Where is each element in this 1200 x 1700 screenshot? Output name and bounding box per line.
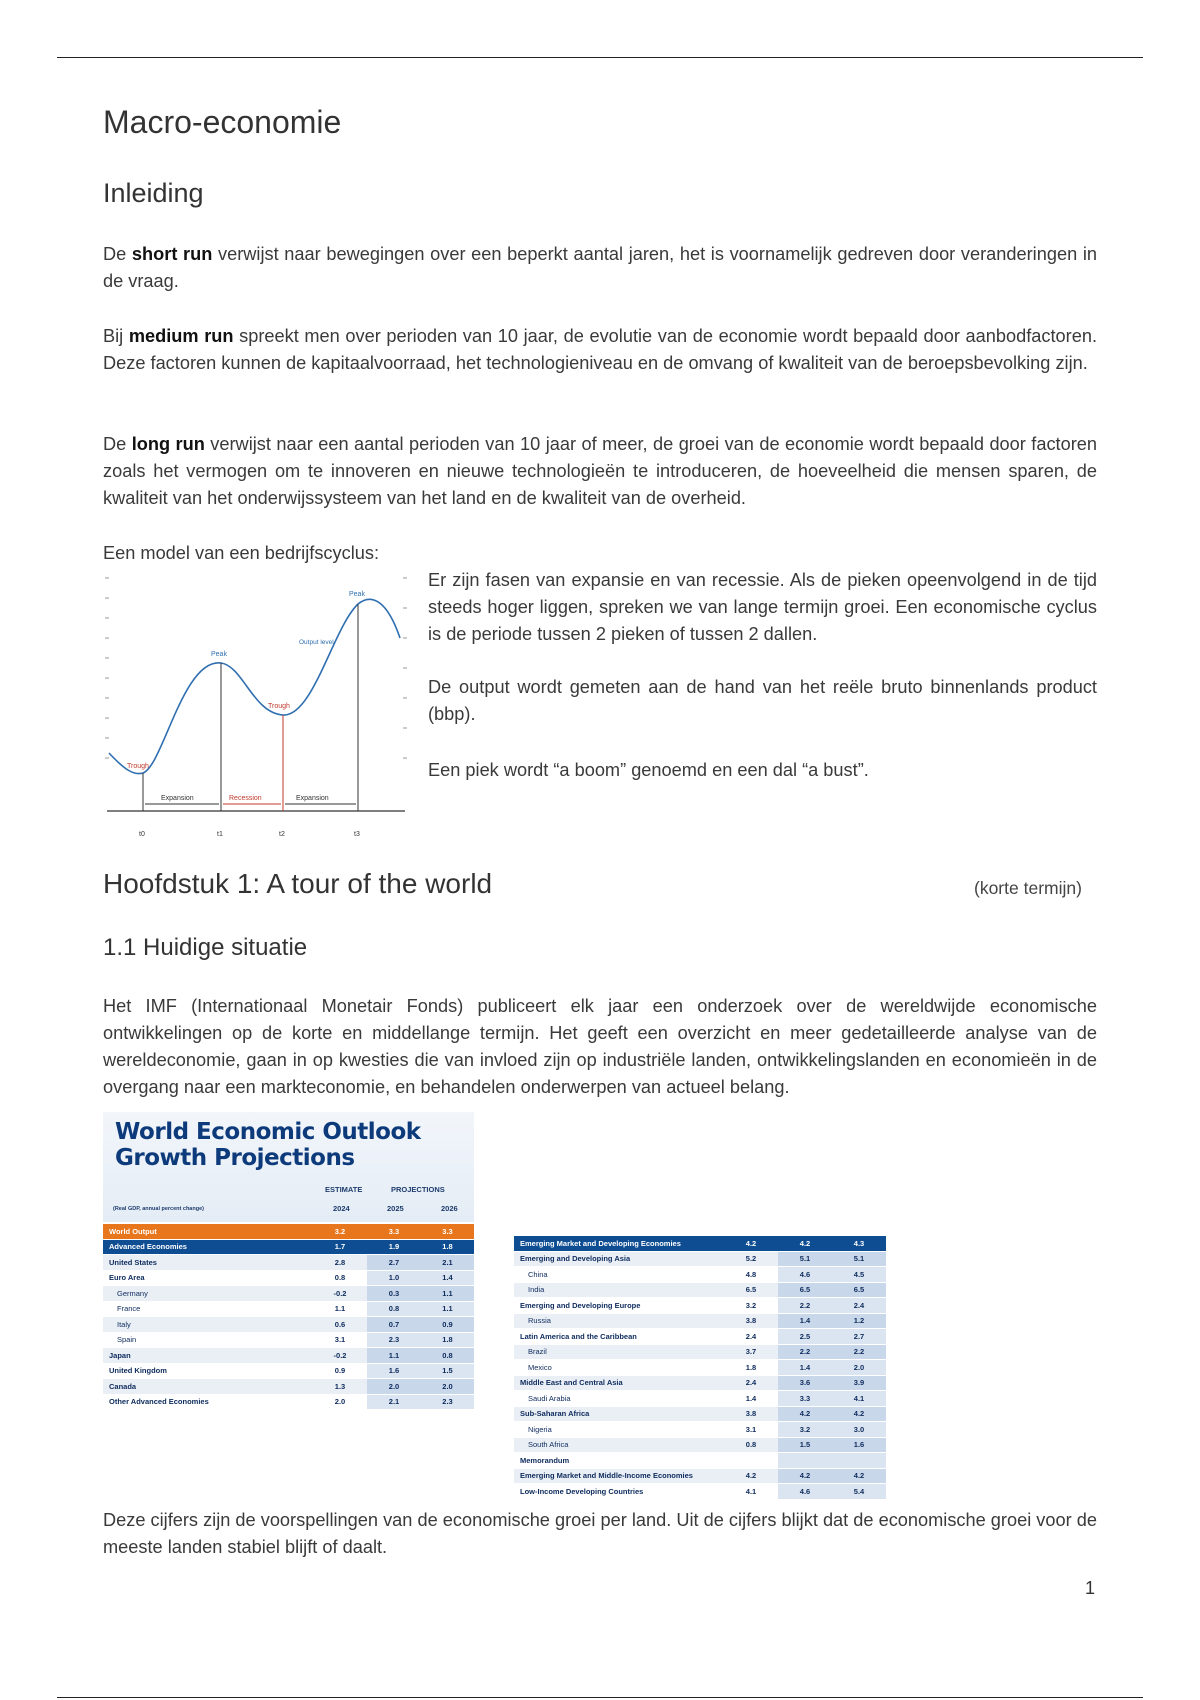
growth-value-2025: 2.3 xyxy=(367,1332,421,1348)
country-name: United Kingdom xyxy=(103,1363,313,1379)
growth-value-2026: 3.3 xyxy=(421,1224,474,1239)
growth-value-2024: 4.1 xyxy=(724,1484,778,1500)
recession-label: Recession xyxy=(229,795,262,802)
short-run-paragraph: De short run verwijst naar bewegingen over een beperkt aantal jaren, het is voornamelijk gedreven door veranderingen in de vraag. xyxy=(103,244,1097,291)
table-row xyxy=(103,1363,474,1379)
growth-value-2024: 1.3 xyxy=(313,1379,367,1395)
table-row xyxy=(103,1332,474,1348)
country-name: Russia xyxy=(514,1313,724,1329)
growth-value-2026: 4.3 xyxy=(832,1236,886,1251)
growth-value-2026: 5.1 xyxy=(832,1251,886,1267)
country-name: Brazil xyxy=(514,1344,724,1360)
long-run-paragraph: De long run verwijst naar een aantal perioden van 10 jaar of meer, de groei van de economie wordt bepaald door factoren zoals het vermogen om te innoveren en nieuwe technologieën te introduceren, de hoeveelheid die mensen sparen, de kwaliteit van het onderwijssysteem van het land en de kwaliteit van de overheid. xyxy=(103,434,1098,508)
trough2-label: Trough xyxy=(268,703,290,710)
growth-value-2026: 2.7 xyxy=(832,1329,886,1345)
output-level-label: Output level xyxy=(299,639,334,646)
growth-value-2026: 1.1 xyxy=(421,1301,474,1317)
country-name: Sub-Saharan Africa xyxy=(514,1406,724,1422)
growth-value-2025: 0.8 xyxy=(367,1301,421,1317)
country-name: Memorandum xyxy=(514,1453,724,1469)
growth-value-2026: 1.8 xyxy=(421,1239,474,1255)
table-row xyxy=(103,1239,474,1255)
growth-value-2024: 3.2 xyxy=(724,1298,778,1314)
trough1-label: Trough xyxy=(127,763,149,770)
growth-value-2024: 3.1 xyxy=(724,1422,778,1438)
growth-value-2026: 4.5 xyxy=(832,1267,886,1283)
weo-right-table xyxy=(514,1236,886,1500)
table-row xyxy=(514,1344,886,1360)
growth-value-2026: 1.1 xyxy=(421,1286,474,1302)
growth-value-2025: 2.0 xyxy=(367,1379,421,1395)
growth-value-2024: 1.8 xyxy=(724,1360,778,1376)
cycle-output-curve xyxy=(109,599,400,773)
table-row xyxy=(514,1391,886,1407)
short-run-term: short run xyxy=(131,244,213,264)
cycle-side-paragraph-3: Een piek wordt “a boom” genoemd en een dal “a bust”. xyxy=(428,760,869,780)
page-number: 1 xyxy=(1085,1578,1096,1598)
growth-value-2026: 4.1 xyxy=(832,1391,886,1407)
table-row xyxy=(103,1224,474,1239)
business-cycle-figure xyxy=(103,568,413,848)
table-row xyxy=(103,1379,474,1395)
growth-value-2025: 0.3 xyxy=(367,1286,421,1302)
table-row xyxy=(103,1394,474,1410)
country-name: China xyxy=(514,1267,724,1283)
country-name: Emerging and Developing Europe xyxy=(514,1298,724,1314)
growth-value-2025: 4.6 xyxy=(778,1484,832,1500)
country-name: India xyxy=(514,1282,724,1298)
country-name: South Africa xyxy=(514,1437,724,1453)
growth-value-2024: 0.6 xyxy=(313,1317,367,1333)
growth-value-2025: 6.5 xyxy=(778,1282,832,1298)
growth-value-2025: 2.1 xyxy=(367,1394,421,1410)
growth-value-2024: 1.4 xyxy=(724,1391,778,1407)
growth-value-2026: 1.4 xyxy=(421,1270,474,1286)
table-row xyxy=(103,1317,474,1333)
country-name: Japan xyxy=(103,1348,313,1364)
country-name: Nigeria xyxy=(514,1422,724,1438)
growth-value-2024 xyxy=(724,1453,778,1469)
table-row xyxy=(103,1348,474,1364)
growth-value-2025: 3.2 xyxy=(778,1422,832,1438)
growth-value-2026: 5.4 xyxy=(832,1484,886,1500)
growth-value-2025: 1.5 xyxy=(778,1437,832,1453)
cycle-side-paragraph-1: Er zijn fasen van expansie en van recessie. Als de pieken opeenvolgend in de tijd steeds hoger liggen, spreken we van lange termijn groei. Een economische cyclus is de periode tussen 2 pieken of tussen 2 dallen. xyxy=(428,570,1097,644)
model-intro: Een model van een bedrijfscyclus: xyxy=(103,543,379,563)
country-name: Euro Area xyxy=(103,1270,313,1286)
growth-value-2024: 3.2 xyxy=(313,1224,367,1239)
growth-value-2026: 1.6 xyxy=(832,1437,886,1453)
t0-label: t0 xyxy=(139,831,145,838)
growth-value-2025: 2.7 xyxy=(367,1255,421,1271)
growth-value-2025: 3.3 xyxy=(778,1391,832,1407)
growth-value-2025: 2.2 xyxy=(778,1344,832,1360)
weo-year-2024: 2024 xyxy=(333,1204,350,1213)
growth-value-2024: 6.5 xyxy=(724,1282,778,1298)
table-row xyxy=(514,1329,886,1345)
t2-label: t2 xyxy=(279,831,285,838)
growth-value-2025: 2.2 xyxy=(778,1298,832,1314)
expansion2-label: Expansion xyxy=(296,795,329,802)
country-name: Mexico xyxy=(514,1360,724,1376)
growth-value-2024: 2.4 xyxy=(724,1329,778,1345)
growth-value-2024: -0.2 xyxy=(313,1286,367,1302)
table-row xyxy=(514,1422,886,1438)
growth-value-2026: 4.2 xyxy=(832,1406,886,1422)
growth-value-2026: 2.2 xyxy=(832,1344,886,1360)
growth-value-2025: 1.4 xyxy=(778,1360,832,1376)
country-name: Emerging and Developing Asia xyxy=(514,1251,724,1267)
country-name: France xyxy=(103,1301,313,1317)
weo-year-2025: 2025 xyxy=(387,1204,404,1213)
country-name: United States xyxy=(103,1255,313,1271)
growth-value-2025: 4.2 xyxy=(778,1468,832,1484)
weo-estimate-label: ESTIMATE xyxy=(325,1185,363,1194)
bottom-rule xyxy=(57,1697,1143,1698)
country-name: Canada xyxy=(103,1379,313,1395)
growth-value-2025: 0.7 xyxy=(367,1317,421,1333)
country-name: Emerging Market and Middle-Income Economies xyxy=(514,1468,724,1484)
growth-value-2024: 1.7 xyxy=(313,1239,367,1255)
peak1-label: Peak xyxy=(211,651,227,658)
growth-value-2025: 1.0 xyxy=(367,1270,421,1286)
growth-value-2026: 4.2 xyxy=(832,1468,886,1484)
table-row xyxy=(514,1313,886,1329)
country-name: Saudi Arabia xyxy=(514,1391,724,1407)
country-name: Emerging Market and Developing Economies xyxy=(514,1236,724,1251)
growth-value-2024: 0.8 xyxy=(313,1270,367,1286)
peak2-label: Peak xyxy=(349,591,365,598)
weo-title-line2: Growth Projections xyxy=(115,1145,355,1171)
growth-value-2024: 3.1 xyxy=(313,1332,367,1348)
country-name: Low-Income Developing Countries xyxy=(514,1484,724,1500)
growth-value-2026 xyxy=(832,1453,886,1469)
growth-value-2024: 0.8 xyxy=(724,1437,778,1453)
growth-value-2024: 2.8 xyxy=(313,1255,367,1271)
growth-value-2025: 5.1 xyxy=(778,1251,832,1267)
growth-value-2026: 3.9 xyxy=(832,1375,886,1391)
weo-title-line1: World Economic Outlook xyxy=(115,1119,421,1145)
growth-value-2026: 2.1 xyxy=(421,1255,474,1271)
growth-value-2025: 4.2 xyxy=(778,1236,832,1251)
t1-label: t1 xyxy=(217,831,223,838)
growth-value-2025: 1.6 xyxy=(367,1363,421,1379)
medium-run-paragraph: Bij medium run spreekt men over perioden van 10 jaar, de evolutie van de economie wordt bepaald door aanbodfactoren. Deze factoren kunnen de kapitaalvoorraad, het technologieniveau en de omvang of kwaliteit van de beroepsbevolking zijn. xyxy=(103,326,1097,373)
growth-value-2025: 4.2 xyxy=(778,1406,832,1422)
table-row xyxy=(514,1267,886,1283)
weo-left-table xyxy=(103,1224,474,1410)
intro-heading: Inleiding xyxy=(103,178,204,208)
country-name: Italy xyxy=(103,1317,313,1333)
country-name: Advanced Economies xyxy=(103,1239,313,1255)
growth-value-2024: 0.9 xyxy=(313,1363,367,1379)
table-row xyxy=(514,1437,886,1453)
table-row xyxy=(514,1282,886,1298)
growth-value-2024: 5.2 xyxy=(724,1251,778,1267)
country-name: Germany xyxy=(103,1286,313,1302)
table-row xyxy=(514,1375,886,1391)
table-row xyxy=(103,1286,474,1302)
imf-paragraph: Het IMF (Internationaal Monetair Fonds) publiceert elk jaar een onderzoek over de wereldwijde economische ontwikkelingen op de korte en middellange termijn. Het geeft een overzicht en meer gedetailleerde analyse van de wereldeconomie, gaan in op kwesties die van invloed zijn op industriële landen, ontwikkelingslanden en economieën in de overgang naar een markteconomie, en behandelen onderwerpen van actueel belang. xyxy=(103,996,1097,1097)
growth-value-2025: 1.9 xyxy=(367,1239,421,1255)
table-row xyxy=(103,1301,474,1317)
weo-year-2026: 2026 xyxy=(441,1204,458,1213)
table-row xyxy=(514,1453,886,1469)
country-name: Middle East and Central Asia xyxy=(514,1375,724,1391)
cycle-right-ticks xyxy=(403,578,407,758)
growth-value-2025: 3.3 xyxy=(367,1224,421,1239)
country-name: Spain xyxy=(103,1332,313,1348)
growth-value-2025: 1.4 xyxy=(778,1313,832,1329)
medium-run-term: medium run xyxy=(128,326,234,346)
table-row xyxy=(514,1468,886,1484)
weo-advanced-table-figure xyxy=(103,1112,474,1412)
growth-value-2026: 1.5 xyxy=(421,1363,474,1379)
table-row xyxy=(514,1251,886,1267)
growth-value-2026: 1.8 xyxy=(421,1332,474,1348)
growth-value-2024: 4.2 xyxy=(724,1236,778,1251)
country-name: Latin America and the Caribbean xyxy=(514,1329,724,1345)
country-name: World Output xyxy=(103,1224,313,1239)
growth-value-2026: 1.2 xyxy=(832,1313,886,1329)
long-run-term: long run xyxy=(131,434,205,454)
growth-value-2026: 2.0 xyxy=(421,1379,474,1395)
table-row xyxy=(103,1255,474,1271)
growth-value-2026: 2.3 xyxy=(421,1394,474,1410)
growth-value-2025: 1.1 xyxy=(367,1348,421,1364)
table-row xyxy=(514,1484,886,1500)
growth-value-2024: 3.8 xyxy=(724,1313,778,1329)
weo-emerging-table-figure xyxy=(514,1236,886,1506)
growth-value-2025 xyxy=(778,1453,832,1469)
expansion1-label: Expansion xyxy=(161,795,194,802)
table-row xyxy=(514,1236,886,1251)
table-row xyxy=(514,1406,886,1422)
growth-value-2025: 3.6 xyxy=(778,1375,832,1391)
growth-value-2024: 3.7 xyxy=(724,1344,778,1360)
growth-value-2026: 0.8 xyxy=(421,1348,474,1364)
section-1-1-heading: 1.1 Huidige situatie xyxy=(103,934,308,961)
cycle-left-ticks xyxy=(105,578,109,758)
growth-value-2026: 2.4 xyxy=(832,1298,886,1314)
table-row xyxy=(514,1360,886,1376)
top-rule xyxy=(57,57,1143,58)
growth-value-2026: 0.9 xyxy=(421,1317,474,1333)
growth-value-2026: 3.0 xyxy=(832,1422,886,1438)
growth-value-2024: 4.8 xyxy=(724,1267,778,1283)
growth-value-2025: 4.6 xyxy=(778,1267,832,1283)
growth-value-2024: 1.1 xyxy=(313,1301,367,1317)
t3-label: t3 xyxy=(354,831,360,838)
cycle-side-paragraph-2: De output wordt gemeten aan de hand van het reële bruto binnenlands product (bbp). xyxy=(428,677,1097,724)
weo-projections-label: PROJECTIONS xyxy=(391,1185,445,1194)
chapter1-note: (korte termijn) xyxy=(974,878,1082,898)
weo-subtitle: (Real GDP, annual percent change) xyxy=(113,1206,204,1212)
growth-value-2024: -0.2 xyxy=(313,1348,367,1364)
growth-value-2026: 6.5 xyxy=(832,1282,886,1298)
page-title: Macro-economie xyxy=(103,104,342,140)
growth-value-2024: 3.8 xyxy=(724,1406,778,1422)
table-row xyxy=(514,1298,886,1314)
country-name: Other Advanced Economies xyxy=(103,1394,313,1410)
forecast-paragraph: Deze cijfers zijn de voorspellingen van de economische groei per land. Uit de cijfers blijkt dat de economische groei voor de meeste landen stabiel blijft of daalt. xyxy=(103,1510,1097,1557)
growth-value-2024: 2.0 xyxy=(313,1394,367,1410)
growth-value-2024: 2.4 xyxy=(724,1375,778,1391)
weo-title xyxy=(115,1119,421,1171)
growth-value-2025: 2.5 xyxy=(778,1329,832,1345)
growth-value-2024: 4.2 xyxy=(724,1468,778,1484)
chapter1-heading: Hoofdstuk 1: A tour of the world xyxy=(103,868,493,899)
growth-value-2026: 2.0 xyxy=(832,1360,886,1376)
table-row xyxy=(103,1270,474,1286)
